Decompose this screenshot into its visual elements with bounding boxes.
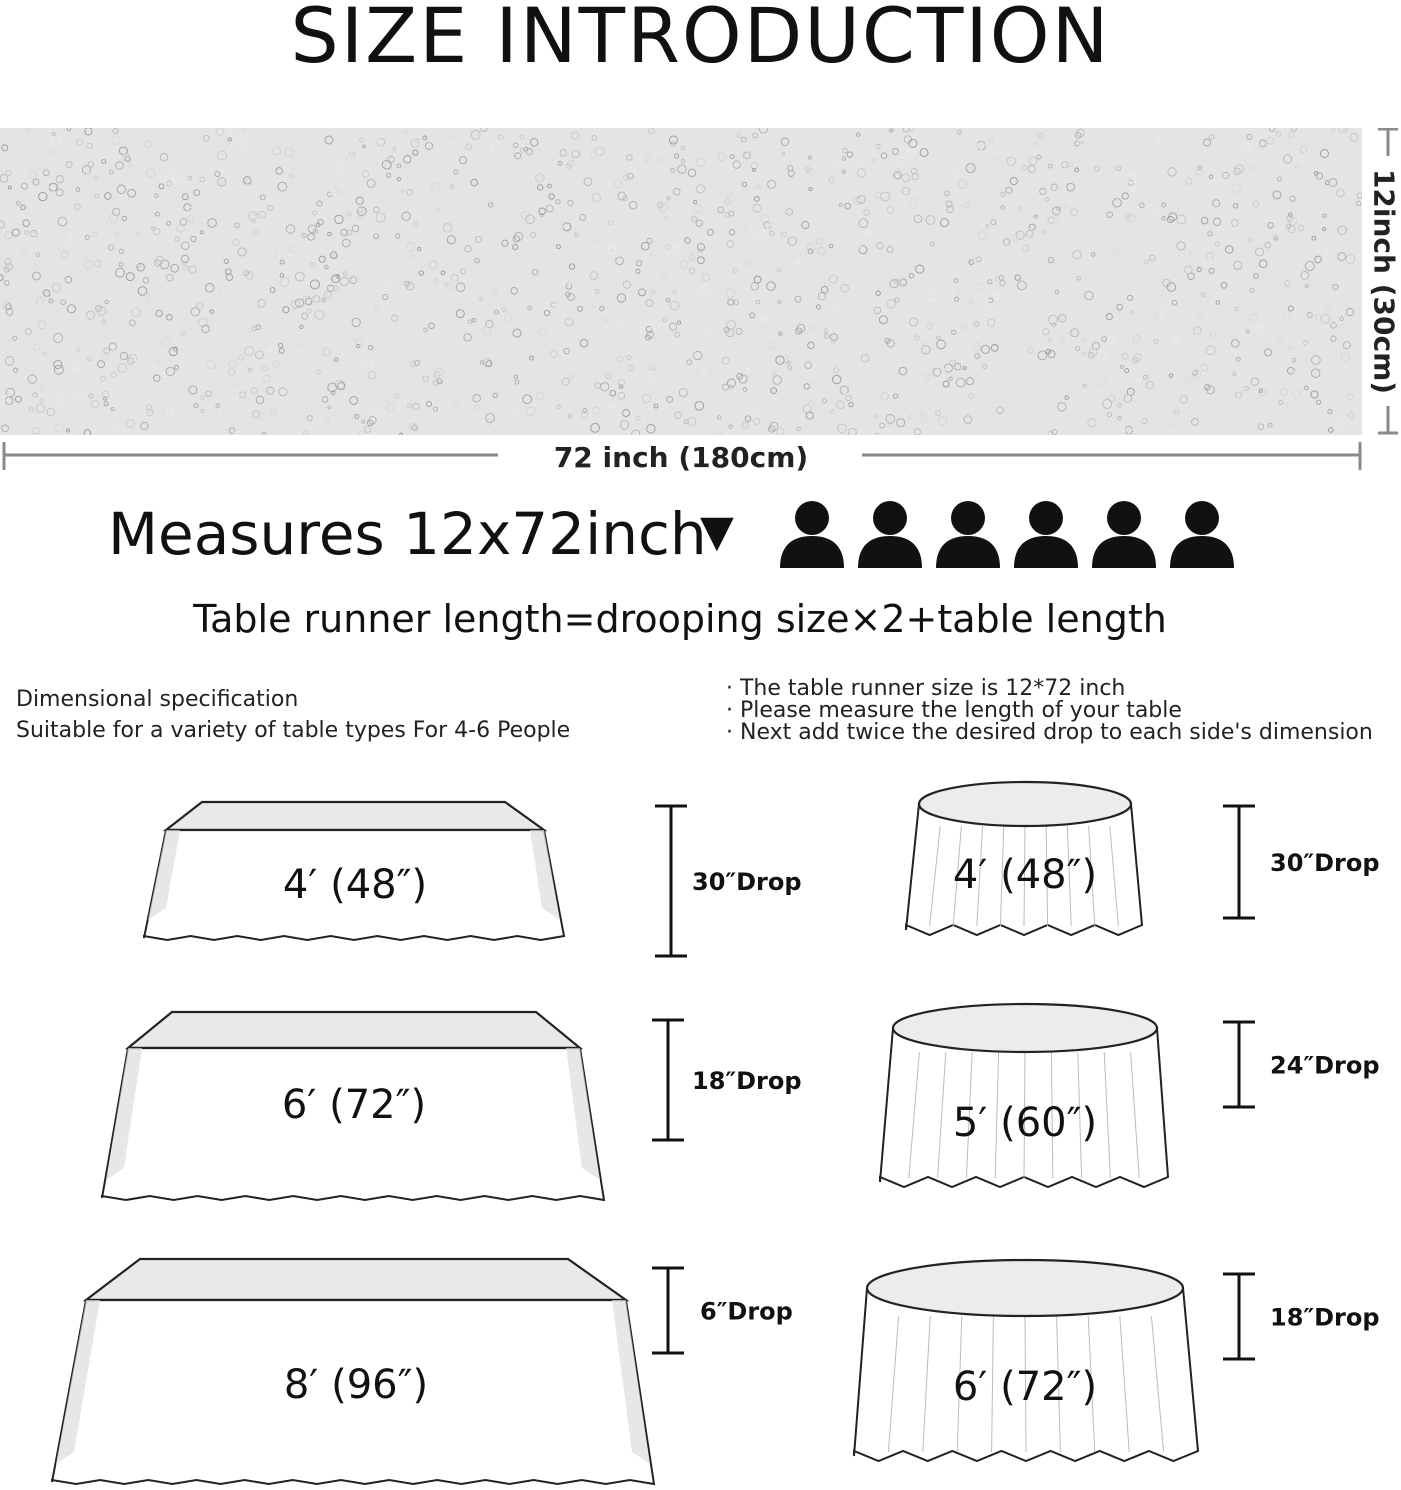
length-formula: Table runner length=drooping size×2+table length: [193, 597, 1167, 641]
table-size-diagrams: [0, 780, 1401, 1490]
person-icon: [934, 500, 1002, 570]
drop-label: 18″Drop: [692, 1067, 802, 1095]
width-dimension-label: 72 inch (180cm): [553, 441, 809, 474]
person-icon: [1090, 500, 1158, 570]
dimensional-spec: [16, 684, 570, 746]
person-icon: [1012, 500, 1080, 570]
table-size-label: 8′ (96″): [283, 1362, 429, 1408]
table-size-label: 4′ (48″): [952, 852, 1098, 898]
height-dimension-label: 12inch (30cm): [1367, 168, 1401, 395]
drop-label: 30″Drop: [1270, 849, 1380, 877]
round-table-diagram: [854, 1260, 1380, 1461]
person-icon: [1168, 500, 1236, 570]
round-table-diagram: [880, 1004, 1380, 1187]
drop-label: 30″Drop: [692, 868, 802, 896]
table-runner-image: [0, 128, 1362, 435]
table-size-label: 6′ (72″): [952, 1364, 1098, 1410]
measures-text: Measures 12x72inch: [108, 500, 707, 568]
note-item: · The table runner size is 12*72 inch: [726, 676, 1126, 701]
page-title: SIZE INTRODUCTION: [290, 0, 1111, 80]
note-item: · Next add twice the desired drop to each side's dimension: [726, 720, 1373, 745]
down-triangle-icon: ▼: [700, 506, 734, 557]
person-icon: [778, 500, 846, 570]
sequin-texture: [0, 128, 1362, 435]
people-icons: [778, 500, 1246, 572]
note-item: · Please measure the length of your table: [726, 698, 1182, 723]
instruction-notes: [726, 678, 1373, 744]
spec-heading: Dimensional specification: [16, 687, 299, 712]
spec-subheading: Suitable for a variety of table types For 4-6 People: [16, 718, 571, 743]
rect-table-diagram: [102, 1012, 802, 1200]
table-size-label: 6′ (72″): [281, 1082, 427, 1128]
drop-label: 6″Drop: [700, 1297, 793, 1326]
rect-table-diagram: [52, 1259, 793, 1484]
drop-label: 24″Drop: [1270, 1051, 1380, 1080]
table-size-label: 4′ (48″): [282, 862, 428, 908]
person-icon: [856, 500, 924, 570]
rect-table-diagram: [144, 802, 802, 956]
round-table-diagram: [906, 782, 1380, 935]
table-size-label: 5′ (60″): [952, 1100, 1098, 1146]
drop-label: 18″Drop: [1270, 1303, 1380, 1332]
